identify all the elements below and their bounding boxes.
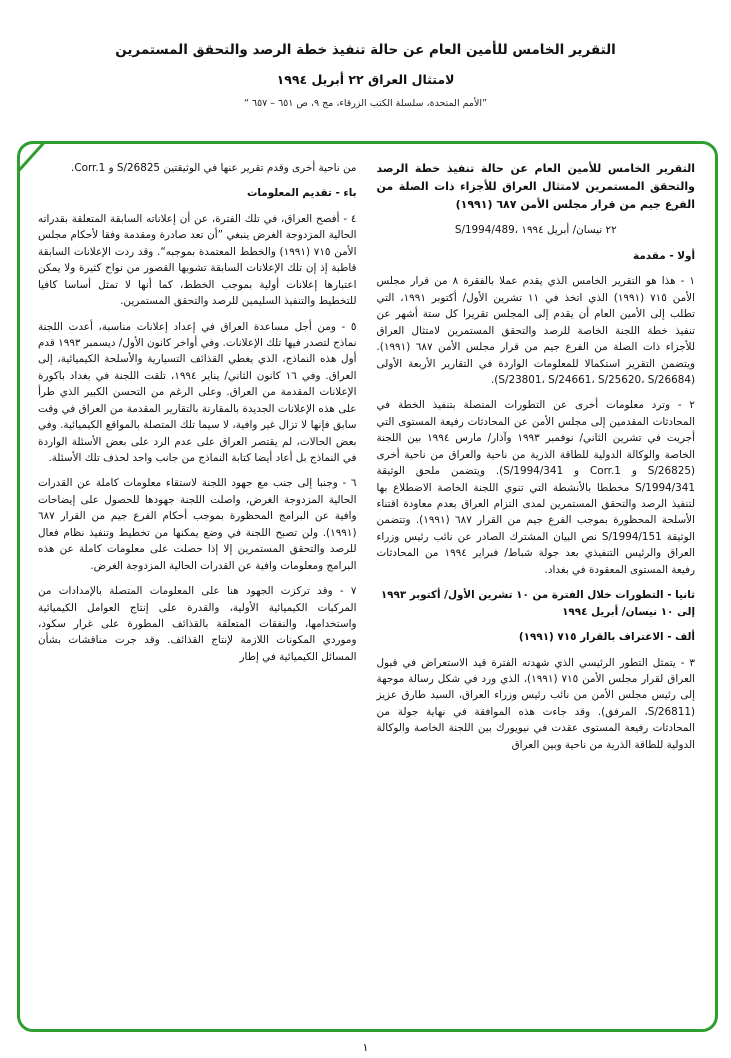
left-column [38, 160, 357, 1017]
page-title-line2: لامتثال العراق ٢٢ أبريل ١٩٩٤ [276, 72, 455, 87]
page-title-line1: التقرير الخامس للأمين العام عن حالة تنفيذ خطة الرصد والتحقق المستمرين [115, 42, 616, 58]
paragraph-6: ٦ - وجنبا إلى جنب مع جهود اللجنة لاستقاء معلومات كاملة عن القدرات الحالية المزدوجة الغرض، واصلت اللجنة جهودها للحصول على إيضاحات وافية عن البرامج المحظورة بموجب أحكام الفرع جيم من القرار ٦٨٧ (١٩٩١). ولن تصبح اللجنة في وضع يمكنها من تخطيط وتنفيذ نظام فعال للرصد والتحقق المستمرين إلا إذا حصلت على معلومات كاملة عن هذه البرامج ومعلومات وافية عن القدرات الحالية المزدوجة الغرض. [38, 477, 357, 572]
green-document-frame [17, 141, 718, 1032]
paragraph-3: ٣ - يتمثل التطور الرئيسي الذي شهدته الفترة قيد الاستعراض في قبول العراق لقرار مجلس الأمن ٧١٥ (١٩٩١)، الذي ورد في شكل رسالة موجهة إلى رئيس مجلس الأمن من نائب رئيس وزراء العراق، السيد طارق عزيز (S/26811، المرفق). وقد جاءت هذه الموافقة في نهاية جولة من المحادثات رفيعة المستوى عقدت في نيويورك بين اللجنة الخاصة والوكالة الدولية للطاقة الذرية من ناحية وبين العراق [376, 656, 696, 751]
source-citation: ”الأمم المتحدة، سلسلة الكتب الزرقاء، مج ٩، ص ٦٥١ – ٦٥٧ “ [244, 98, 487, 109]
section-1-heading: أولا - مقدمة [633, 249, 695, 262]
paragraph-5: ٥ - ومن أجل مساعدة العراق في إعداد إعلانات مناسبة، أعدت اللجنة نماذج لتصدر فيها تلك الإعلانات. وفي أواخر كانون الأول/ ديسمبر ١٩٩٣ قدم أول هذه النماذج، الذي يغطي القذائف التسيارية والأسلحة الكيميائية، إلى العراق. وفي ١٦ كانون الثاني/ يناير ١٩٩٤، تلقت اللجنة في بغداد باكورة الإعلانات المقدمة من العراق. وعلى الرغم من التحسن الكبير الذي طرأ على هذه الإعلانات الجديدة بالمقارنة بالتقارير المقدمة من العراق في وقت سابق فإنها لا تزال غير وافية، لا سيما تلك المتصلة بالمواقع الكيميائية. وفي بعض الحالات، لم يقتصر العراق على عدم الرد على بعض الأسئلة الواردة في النماذج بل أعاد أيضا كتابة النماذج من جانب واحد لحذف تلك الأسئلة. [38, 320, 357, 464]
section-2-heading: ثانيا - التطورات خلال الفترة من ١٠ تشرين الأول/ أكتوبر ١٩٩٣ إلى ١٠ نيسان/ أبريل ١٩٩٤ [380, 589, 695, 618]
right-column [377, 160, 696, 1017]
paragraph-1: ١ - هذا هو التقرير الخامس الذي يقدم عملا بالفقرة ٨ من قرار مجلس الأمن ٧١٥ (١٩٩١) الذي اتخذ في ١١ تشرين الأول/ أكتوبر ١٩٩١، التي تطلب إلى الأمين العام أن يقدم إلى المجلس تقريرا كل ستة أشهر عن تنفيذ خطة اللجنة الخاصة للرصد والتحقق المستمرين لامتثال العراق للأجزاء ذات الصلة من الفرع جيم من قرار مجلس الأمن ٦٨٧ (١٩٩١). ويتضمن التقرير استكمالا للمعلومات الواردة في التقارير الأربعة الأولى (S/23801، S/24661، S/25620، S/26684). [376, 275, 696, 386]
page-number: ١ [362, 1041, 369, 1054]
paragraph-4: ٤ - أفصح العراق، في تلك الفترة، عن أن إعلاناته السابقة المتعلقة بقدراته الحالية المزدوجة الغرض ينبغي ”أن تعد صادرة ومقدمة وفقا لأحكام مجلس الأمن ٧١٥ (١٩٩١) والخطط المعتمدة بموجبه“. وقد ردت الإعلانات السابقة قاطبة إذ إن تلك الإعلانات السابقة تشوبها القصور من نواح كثيرة ولا يمكن اعتبارها إعلانات أولية بموجب الخطط، كما أنها لا تمثل أساسا كافيا للتخطيط والتنفيذ السليمين للرصد والتحقق المستمرين. [38, 212, 357, 308]
report-heading: التقرير الخامس للأمين العام عن حالة تنفيذ خطة الرصد والتحقق المستمرين لامتثال العراق للأجزاء ذات الصلة من الفرع جيم من قرار مجلس الأمن ٦٨٧ (١٩٩١) [376, 162, 695, 211]
subsection-a-heading: ألف - الاعتراف بالقرار ٧١٥ (١٩٩١) [518, 631, 695, 644]
two-column-text [38, 160, 695, 1017]
paragraph-7: ٧ - وقد تركزت الجهود هنا على المعلومات المتصلة بالإمدادات من المركبات الكيميائية الأولية، والقدرة على إنتاج العوامل الكيميائية واستخدامها، والنفقات المتعلقة بالقذائف المطورة على غرار سكود، وموردي المكونات اللازمة لإنتاج القذائف. وقد جرت مناقشات بشأن المسائل الكيميائية في إطار [38, 585, 357, 663]
document-reference: S/1994/489، ٢٢ نيسان/ أبريل ١٩٩٤ [454, 224, 617, 237]
paragraph-2: ٢ - وترد معلومات أخرى عن التطورات المتصلة بتنفيذ الخطة في المحادثات المقدمين إلى مجلس الأمن عن المحادثات رفيعة المستوى التي أجريت في تشرين الثاني/ نوفمبر ١٩٩٣ وآذار/ مارس ١٩٩٤ بين اللجنة الخاصة والوكالة الدولية للطاقة الذرية من ناحية والعراق من ناحية أخرى (S/26825 و Corr.1 و S/1994/341). ويتضمن ملحق الوثيقة S/1994/341 مخططا بالأنشطة التي تنوي اللجنة الخاصة الاضطلاع بها لتنفيذ الرصد والتحقق المستمرين لمدى التزام العراق بعدم معاودة اقتناء الأسلحة المحظورة بموجب الفرع جيم من القرار ٦٨٧ (١٩٩١). وتتضمن الوثيقة S/1994/151 نص البيان المشترك الصادر عن نائب رئيس وزراء العراق والرئيس التنفيذي بعد جولة شباط/ فبراير ١٩٩٤ من المحادثات رفيعة المستوى المعقودة في بغداد. [376, 399, 695, 576]
section-b-heading: باء - تقديم المعلومات [246, 187, 357, 200]
page-header [0, 0, 731, 109]
carryover-text: من ناحية أخرى وقدم تقرير عنها في الوثيقتين S/26825 و Corr.1. [71, 162, 357, 174]
